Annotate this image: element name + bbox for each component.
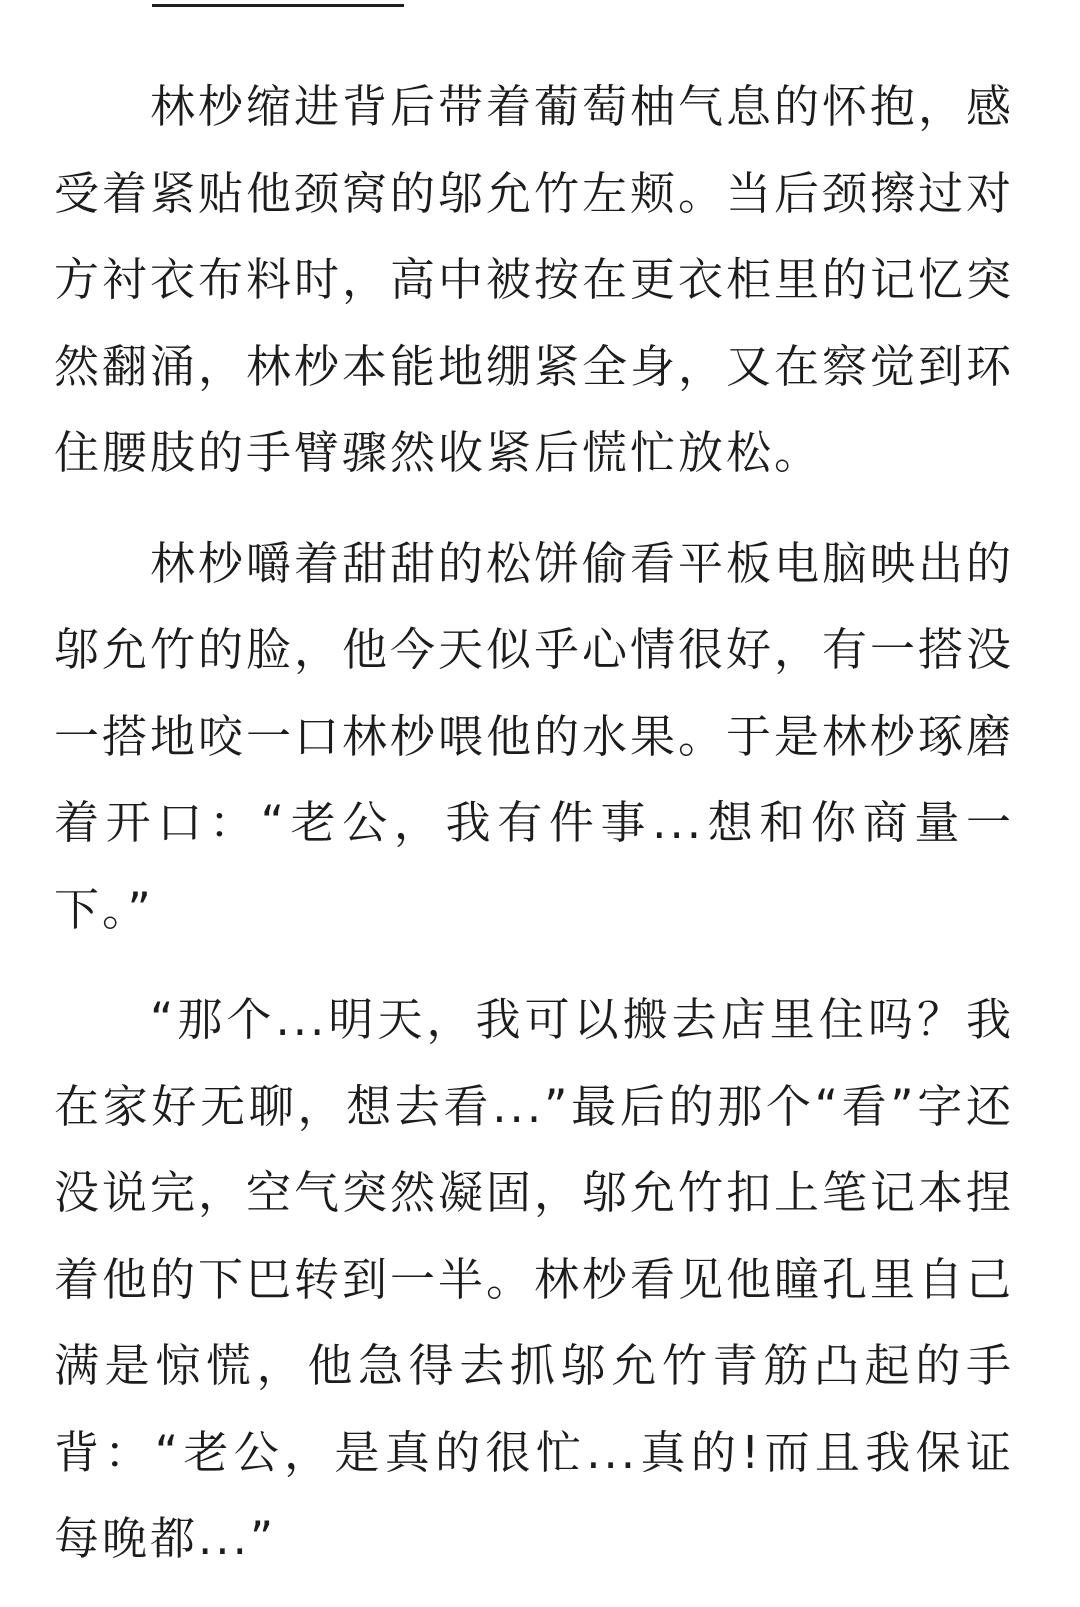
article-body — [54, 64, 1014, 1607]
section-divider — [152, 0, 404, 10]
paragraph-2: 林杪嚼着甜甜的松饼偷看平板电脑映出的邬允竹的脸，他今天似乎心情很好，有一搭没一搭地咬一口林杪喂他的水果。于是林杪琢磨着开口：“老公，我有件事...想和你商量一下。” — [54, 536, 1015, 936]
divider-line — [152, 4, 404, 7]
paragraph-3: “那个...明天，我可以搬去店里住吗？我在家好无聊，想去看...”最后的那个“看”字还没说完，空气突然凝固，邬允竹扣上笔记本捏着他的下巴转到一半。林杪看见他瞳孔里自己满是惊慌，他急得去抓邬允竹青筋凸起的手背：“老公，是真的很忙...真的!而且我保证每晚都...” — [54, 993, 1015, 1565]
divider-text — [152, 0, 153, 1]
paragraph-1: 林杪缩进背后带着葡萄柚气息的怀抱，感受着紧贴他颈窝的邬允竹左颊。当后颈擦过对方衬衣布料时，高中被按在更衣柜里的记忆突然翻涌，林杪本能地绷紧全身，又在察觉到环住腰肢的手臂骤然收紧后慌忙放松。 — [54, 80, 1015, 479]
